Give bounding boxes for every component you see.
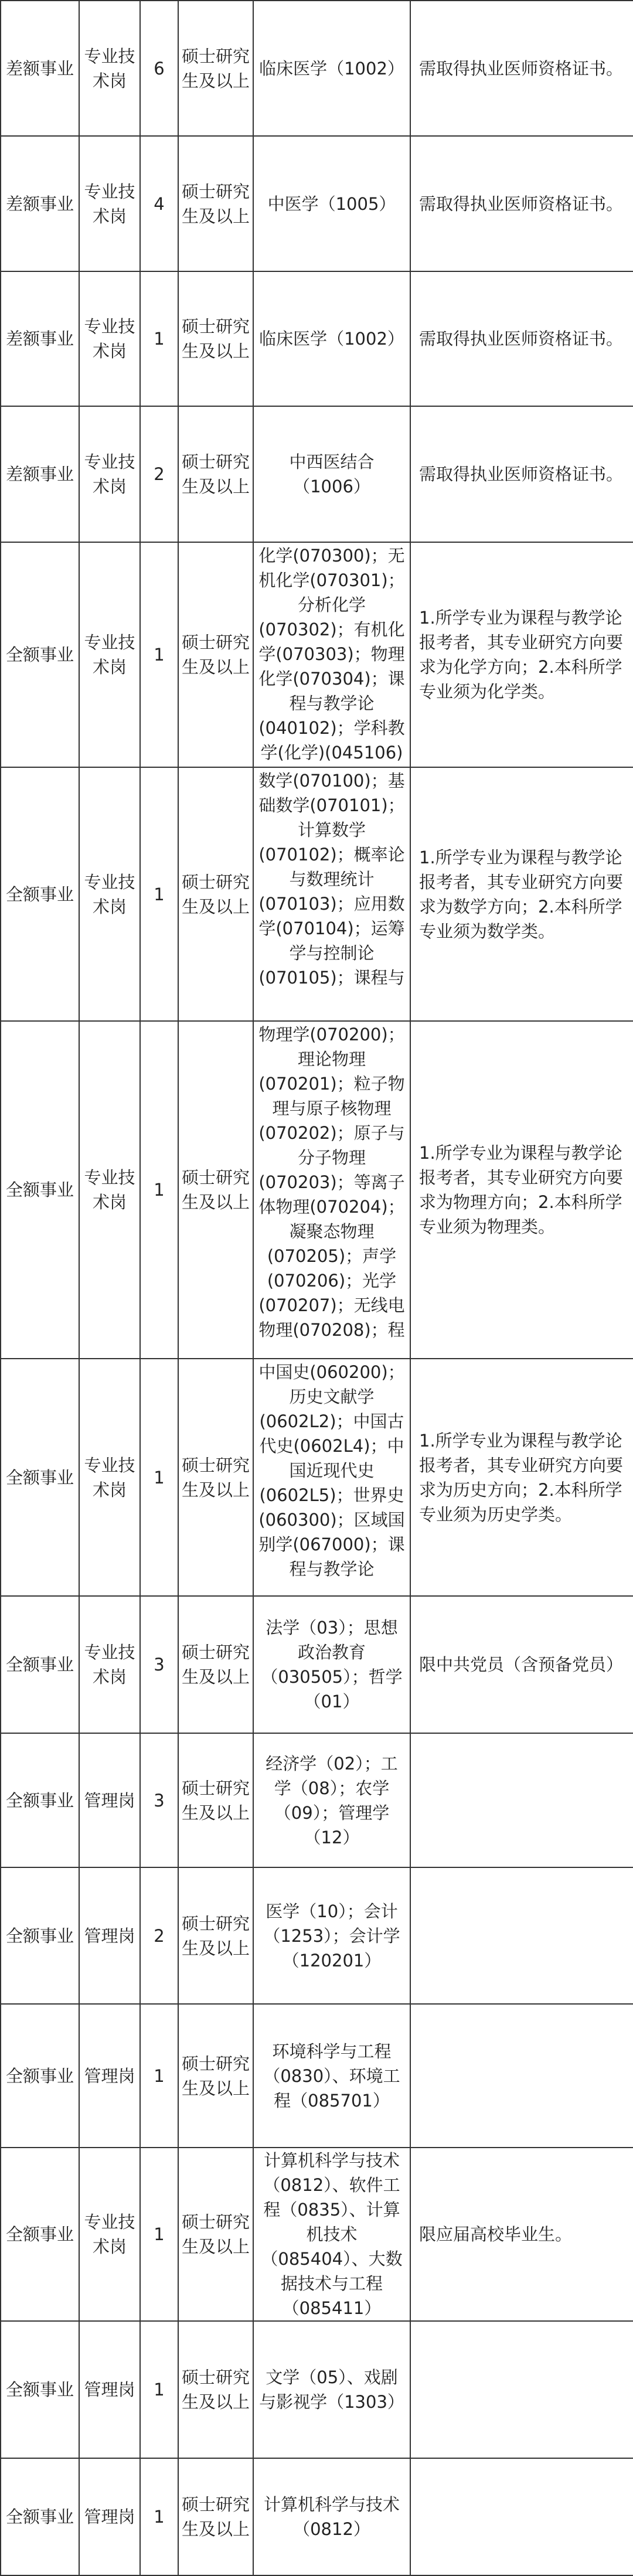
table-row bbox=[1, 2321, 633, 2458]
requirement-cell: 1.所学专业为课程与教学论报考者，其专业研究方向要求为数学方向；2.本科所学专业须为数学类。 bbox=[410, 767, 633, 1021]
post-category-cell: 管理岗 bbox=[79, 2004, 140, 2148]
post-category-cell: 专业技术岗 bbox=[79, 1, 140, 136]
headcount-cell: 2 bbox=[140, 1867, 178, 2004]
table-row bbox=[1, 1359, 633, 1596]
table-row bbox=[1, 1, 633, 136]
unit-type-cell: 全额事业 bbox=[1, 1867, 79, 2004]
major-cell: 经济学（02）；工学（08）；农学（09）；管理学（12） bbox=[253, 1733, 410, 1867]
post-category-cell: 专业技术岗 bbox=[79, 542, 140, 767]
major-cell: 数学(070100)；基础数学(070101)；计算数学(070102)；概率论与数理统计(070103)；应用数学(070104)；运筹学与控制论(070105)；课程与 bbox=[258, 771, 405, 988]
major-cell: 中医学（1005） bbox=[253, 136, 410, 271]
education-cell: 硕士研究生及以上 bbox=[178, 271, 253, 406]
education-cell: 硕士研究生及以上 bbox=[178, 1733, 253, 1867]
unit-type-cell: 全额事业 bbox=[1, 1021, 79, 1359]
education-cell: 硕士研究生及以上 bbox=[178, 1359, 253, 1596]
education-cell: 硕士研究生及以上 bbox=[178, 767, 253, 1021]
unit-type-cell: 全额事业 bbox=[1, 2458, 79, 2575]
requirement-cell: 1.所学专业为课程与教学论报考者，其专业研究方向要求为化学方向；2.本科所学专业须为化学类。 bbox=[410, 542, 633, 767]
post-category-cell: 专业技术岗 bbox=[79, 1021, 140, 1359]
headcount-cell: 1 bbox=[140, 2148, 178, 2321]
table-row bbox=[1, 1596, 633, 1733]
headcount-cell: 1 bbox=[140, 271, 178, 406]
major-cell: 法学（03）；思想政治教育（030505）；哲学（01） bbox=[253, 1596, 410, 1733]
requirement-cell: 需取得执业医师资格证书。 bbox=[410, 406, 633, 542]
requirement-cell: 限中共党员（含预备党员） bbox=[410, 1596, 633, 1733]
education-cell: 硕士研究生及以上 bbox=[178, 2321, 253, 2458]
major-cell: 环境科学与工程（0830）、环境工程（085701） bbox=[253, 2004, 410, 2148]
headcount-cell: 1 bbox=[140, 767, 178, 1021]
post-category-cell: 专业技术岗 bbox=[79, 136, 140, 271]
table-row bbox=[1, 2148, 633, 2321]
unit-type-cell: 全额事业 bbox=[1, 542, 79, 767]
table-row bbox=[1, 2458, 633, 2575]
headcount-cell: 3 bbox=[140, 1733, 178, 1867]
education-cell: 硕士研究生及以上 bbox=[178, 542, 253, 767]
headcount-cell: 2 bbox=[140, 406, 178, 542]
education-cell: 硕士研究生及以上 bbox=[178, 1867, 253, 2004]
post-category-cell: 专业技术岗 bbox=[79, 767, 140, 1021]
requirement-cell bbox=[410, 2458, 633, 2575]
unit-type-cell: 差额事业 bbox=[1, 406, 79, 542]
education-cell: 硕士研究生及以上 bbox=[178, 1, 253, 136]
requirement-cell bbox=[410, 1867, 633, 2004]
requirement-cell bbox=[410, 1733, 633, 1867]
requirement-cell: 1.所学专业为课程与教学论报考者，其专业研究方向要求为物理方向；2.本科所学专业须为物理类。 bbox=[410, 1021, 633, 1359]
education-cell: 硕士研究生及以上 bbox=[178, 136, 253, 271]
unit-type-cell: 全额事业 bbox=[1, 2004, 79, 2148]
requirement-cell: 需取得执业医师资格证书。 bbox=[410, 1, 633, 136]
major-cell: 化学(070300)；无机化学(070301)；分析化学(070302)；有机化学(070303)；物理化学(070304)；课程与教学论(040102)；学科教学(化学)(045106) bbox=[258, 546, 405, 763]
requirement-cell: 需取得执业医师资格证书。 bbox=[410, 271, 633, 406]
unit-type-cell: 全额事业 bbox=[1, 2321, 79, 2458]
post-category-cell: 专业技术岗 bbox=[79, 1359, 140, 1596]
post-category-cell: 管理岗 bbox=[79, 1867, 140, 2004]
table-row bbox=[1, 1733, 633, 1867]
headcount-cell: 3 bbox=[140, 1596, 178, 1733]
major-cell: 文学（05）、戏剧与影视学（1303） bbox=[253, 2321, 410, 2458]
post-category-cell: 专业技术岗 bbox=[79, 406, 140, 542]
major-cell: 医学（10）；会计（1253）；会计学（120201） bbox=[253, 1867, 410, 2004]
major-cell: 中西医结合（1006） bbox=[253, 406, 410, 542]
table-row bbox=[1, 406, 633, 542]
requirement-cell bbox=[410, 2321, 633, 2458]
post-category-cell: 管理岗 bbox=[79, 2321, 140, 2458]
major-cell: 计算机科学与技术（0812） bbox=[253, 2458, 410, 2575]
headcount-cell: 1 bbox=[140, 2004, 178, 2148]
unit-type-cell: 差额事业 bbox=[1, 271, 79, 406]
headcount-cell: 1 bbox=[140, 2321, 178, 2458]
education-cell: 硕士研究生及以上 bbox=[178, 1596, 253, 1733]
table-row bbox=[1, 136, 633, 271]
requirement-cell bbox=[410, 2004, 633, 2148]
table-row bbox=[1, 271, 633, 406]
education-cell: 硕士研究生及以上 bbox=[178, 2148, 253, 2321]
table-row bbox=[1, 542, 633, 767]
requirement-cell: 需取得执业医师资格证书。 bbox=[410, 136, 633, 271]
headcount-cell: 1 bbox=[140, 1359, 178, 1596]
education-cell: 硕士研究生及以上 bbox=[178, 2004, 253, 2148]
table-row bbox=[1, 767, 633, 1021]
education-cell: 硕士研究生及以上 bbox=[178, 406, 253, 542]
post-category-cell: 专业技术岗 bbox=[79, 271, 140, 406]
major-cell: 计算机科学与技术（0812）、软件工程（0835）、计算机技术（085404）、大数据技术与工程（085411） bbox=[253, 2148, 410, 2321]
unit-type-cell: 全额事业 bbox=[1, 1596, 79, 1733]
requirement-cell: 1.所学专业为课程与教学论报考者，其专业研究方向要求为历史方向；2.本科所学专业须为历史学类。 bbox=[410, 1359, 633, 1596]
unit-type-cell: 差额事业 bbox=[1, 136, 79, 271]
major-cell: 临床医学（1002） bbox=[253, 271, 410, 406]
education-cell: 硕士研究生及以上 bbox=[178, 1021, 253, 1359]
unit-type-cell: 全额事业 bbox=[1, 1359, 79, 1596]
unit-type-cell: 全额事业 bbox=[1, 767, 79, 1021]
post-category-cell: 管理岗 bbox=[79, 2458, 140, 2575]
unit-type-cell: 全额事业 bbox=[1, 2148, 79, 2321]
unit-type-cell: 全额事业 bbox=[1, 1733, 79, 1867]
major-cell: 物理学(070200)；理论物理(070201)；粒子物理与原子核物理(070202)；原子与分子物理(070203)；等离子体物理(070204)；凝聚态物理(070205)；声学(070206)；光学(070207)；无线电物理(070208)；程 bbox=[258, 1025, 405, 1340]
headcount-cell: 4 bbox=[140, 136, 178, 271]
post-category-cell: 管理岗 bbox=[79, 1733, 140, 1867]
requirement-cell: 限应届高校毕业生。 bbox=[410, 2148, 633, 2321]
headcount-cell: 1 bbox=[140, 542, 178, 767]
major-cell: 中国史(060200)；历史文献学(0602L2)；中国古代史(0602L4)；中国近现代史(0602L5)；世界史(060300)；区域国别学(067000)；课程与教学论 bbox=[258, 1362, 405, 1579]
table-row bbox=[1, 1021, 633, 1359]
headcount-cell: 1 bbox=[140, 2458, 178, 2575]
headcount-cell: 1 bbox=[140, 1021, 178, 1359]
post-category-cell: 专业技术岗 bbox=[79, 1596, 140, 1733]
unit-type-cell: 差额事业 bbox=[1, 1, 79, 136]
table-row bbox=[1, 2004, 633, 2148]
post-category-cell: 专业技术岗 bbox=[79, 2148, 140, 2321]
education-cell: 硕士研究生及以上 bbox=[178, 2458, 253, 2575]
major-cell: 临床医学（1002） bbox=[253, 1, 410, 136]
headcount-cell: 6 bbox=[140, 1, 178, 136]
table-row bbox=[1, 1867, 633, 2004]
